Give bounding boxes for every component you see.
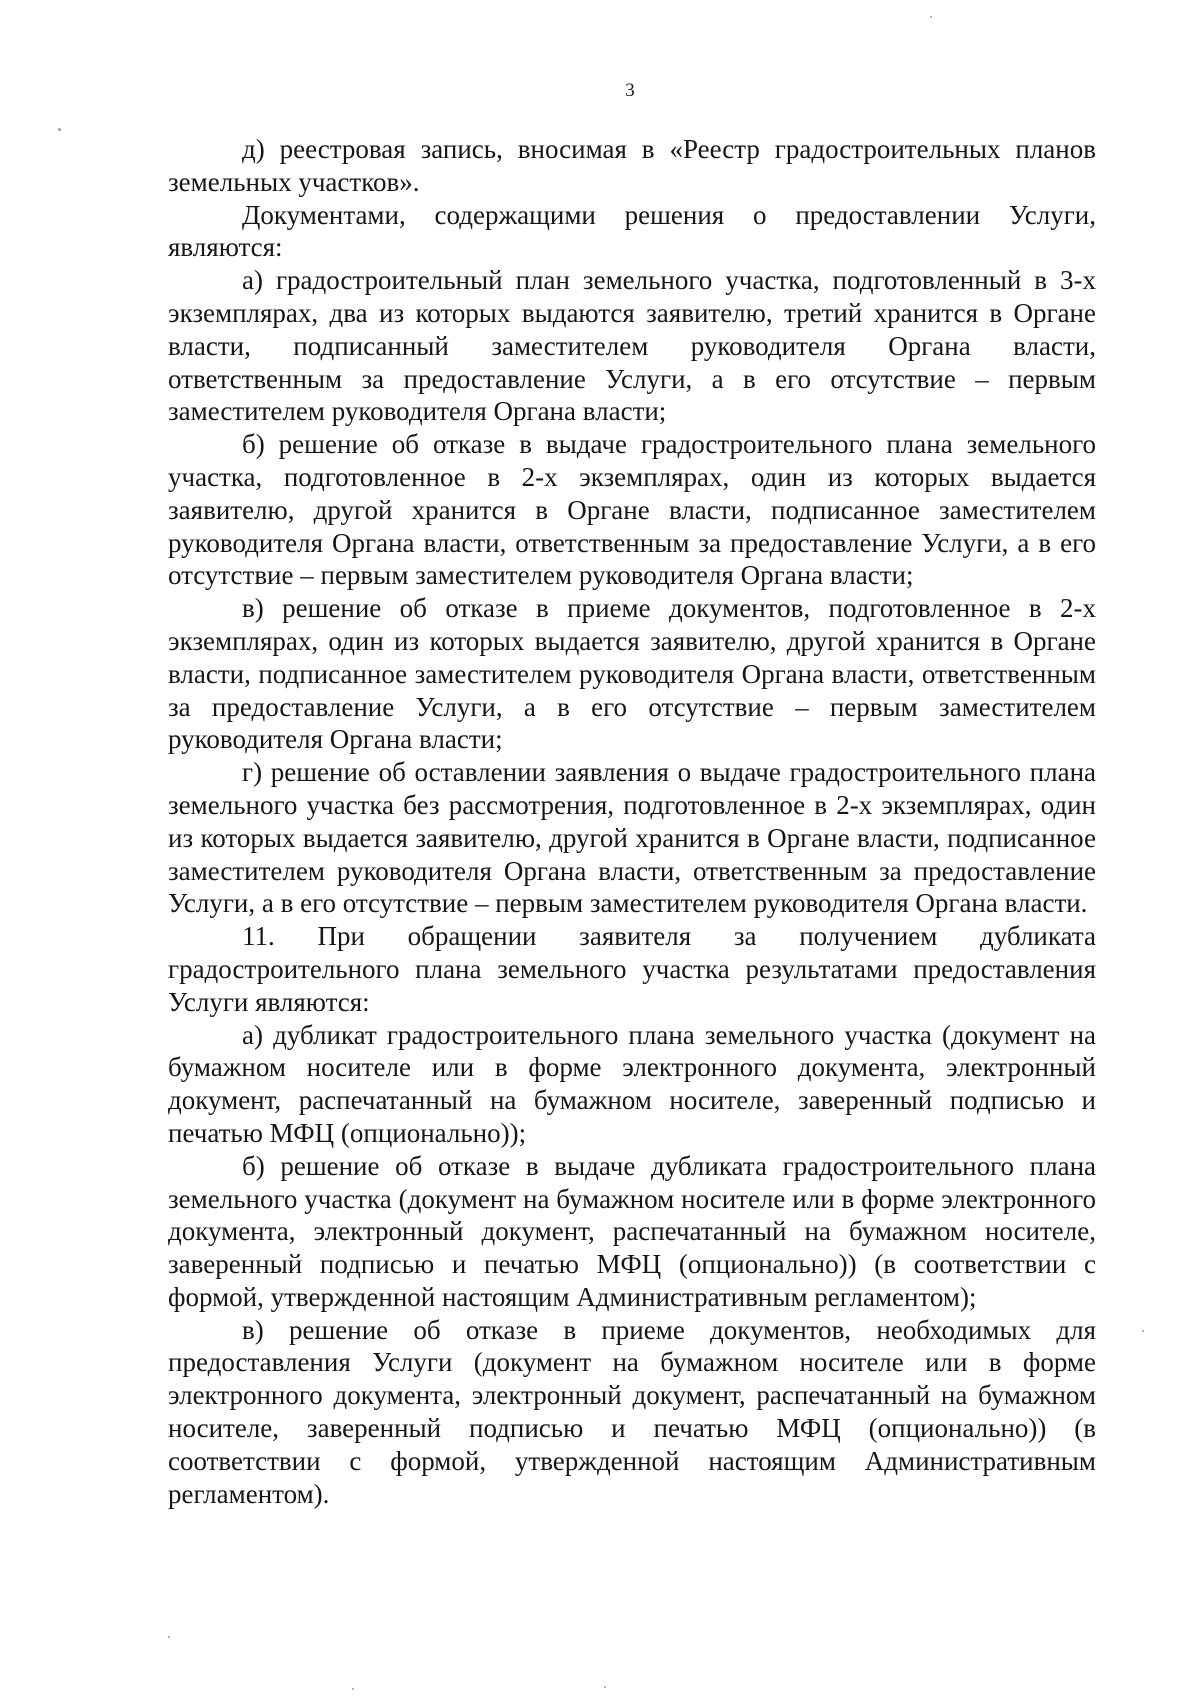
paragraph-registry-entry: д) реестровая запись, вносимая в «Реестр градостроительных планов земельных участков». <box>168 134 1096 197</box>
scan-speck <box>58 128 61 131</box>
scan-speck <box>168 1636 170 1638</box>
paragraph-item-v-refusal-acceptance: в) решение об отказе в приеме документов, подготовленное в 2-х экземплярах, один из которых выдается заявителю, другой хранится в Органе власти, подписанное заместителем руководителя Органа власти, ответственным за предоставление Услуги, а в его отсутствие – первым заместителем руководителя Органа власти; <box>168 593 1096 755</box>
scan-speck <box>930 16 932 18</box>
paragraph-duplicate-item-b: б) решение об отказе в выдаче дубликата градостроительного плана земельного участка (документ на бумажном носителе или в форме электронного документа, электронный документ, распечатанный на бумажном носителе, заверенный подписью и печатью МФЦ (опционально)) (в соответствии с формой, утвержденной настоящим Административным регламентом); <box>168 1150 1096 1312</box>
paragraph-decision-documents-intro: Документами, содержащими решения о предоставлении Услуги, являются: <box>168 199 1096 263</box>
paragraph-item-b-refusal-issue: б) решение об отказе в выдаче градостроительного плана земельного участка, подготовленное в 2-х экземплярах, один из которых выдается заявителю, другой хранится в Органе власти, подписанное заместителем руководителя Органа власти, ответственным за предоставление Услуги, а в его отсутствие – первым заместителем руководителя Органа власти; <box>168 429 1096 591</box>
page-number: 3 <box>625 80 635 101</box>
scan-speck <box>1142 1330 1144 1332</box>
scan-speck <box>352 1688 354 1690</box>
scan-speck <box>604 1686 606 1688</box>
paragraph-duplicate-item-v: в) решение об отказе в приеме документов, необходимых для предоставления Услуги (документ на бумажном носителе или в форме электронного документа, электронный документ, распечатанный на бумажном носителе, заверенный подписью и печатью МФЦ (опционально)) (в соответствии с формой, утвержденной настоящим Административным регламентом). <box>168 1314 1096 1509</box>
paragraph-clause-11: 11. При обращении заявителя за получением дубликата градостроительного плана земельного участка результатами предоставления Услуги являются: <box>168 921 1096 1017</box>
paragraph-duplicate-item-a: а) дубликат градостроительного плана земельного участка (документ на бумажном носителе или в форме электронного документа, электронный документ, распечатанный на бумажном носителе, заверенный подписью и печатью МФЦ (опционально)); <box>168 1019 1096 1148</box>
document-body <box>168 133 1096 1510</box>
paragraph-item-g-leave-without-review: г) решение об оставлении заявления о выдаче градостроительного плана земельного участка без рассмотрения, подготовленное в 2-х экземплярах, один из которых выдается заявителю, другой хранится в Органе власти, подписанное заместителем руководителя Органа власти, ответственным за предоставление Услуги, а в его отсутствие – первым заместителем руководителя Органа власти. <box>168 757 1096 919</box>
paragraph-item-a-urban-plan: а) градостроительный план земельного участка, подготовленный в 3-х экземплярах, два из которых выдаются заявителю, третий хранится в Органе власти, подписанный заместителем руководителя Органа власти, ответственным за предоставление Услуги, а в его отсутствие – первым заместителем руководителя Органа власти; <box>168 265 1096 427</box>
